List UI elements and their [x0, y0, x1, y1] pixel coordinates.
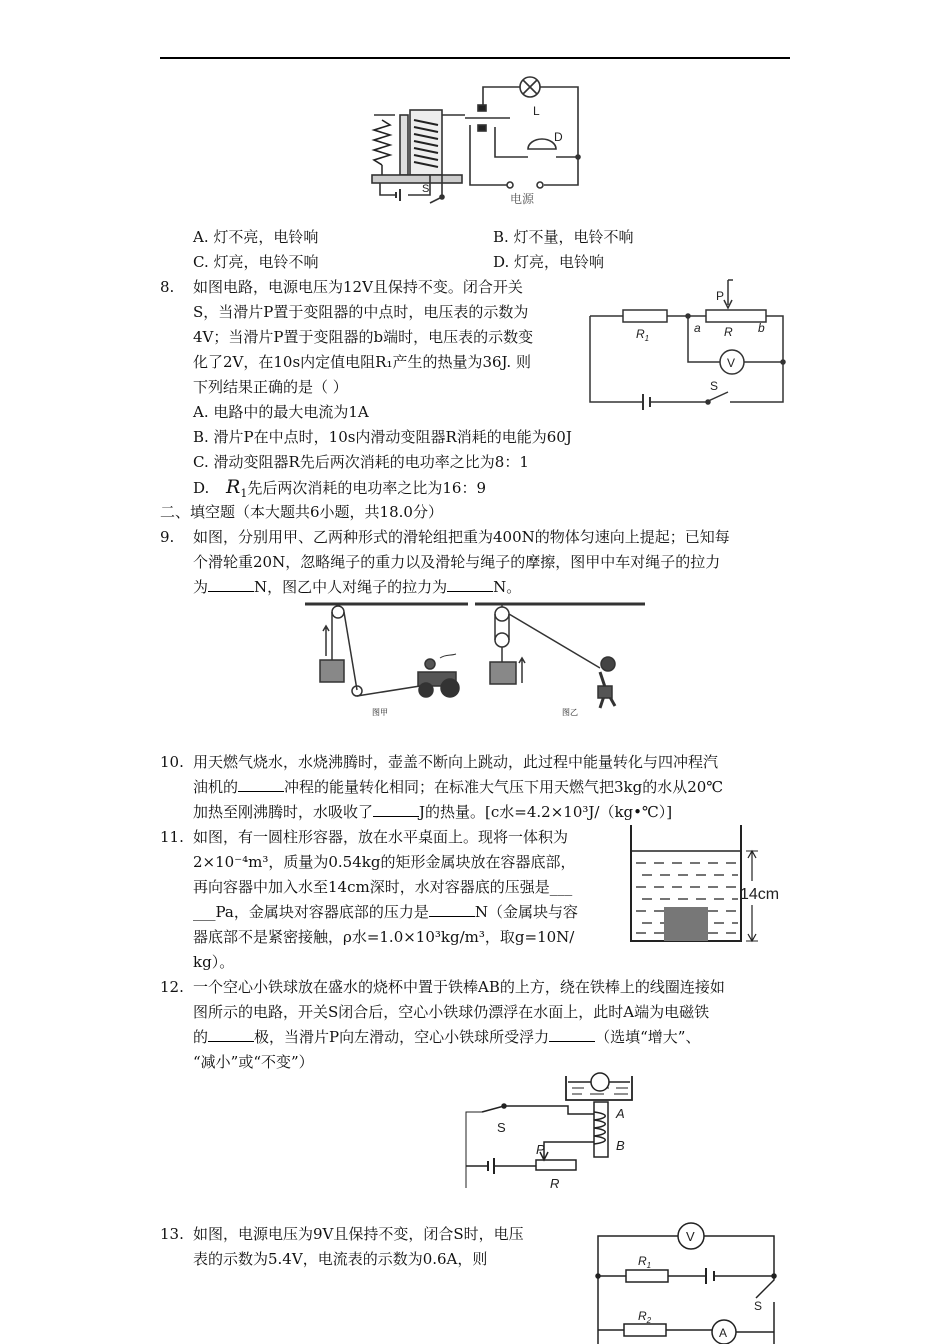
q13-line-2: 表的示数为5.4V，电流表的示数为0.6A，则	[193, 1250, 488, 1268]
q10-number: 10.	[160, 753, 184, 771]
q7-option-b: B. 灯不量，电铃不响	[493, 228, 634, 246]
q8-label-v: V	[727, 356, 736, 370]
q11-line-3: 再向容器中加入水至14cm深时，水对容器底的压强是___	[193, 878, 573, 896]
lamp-label: L	[533, 104, 540, 118]
q12-label-r: R	[550, 1176, 560, 1191]
q13-circuit-figure	[594, 1220, 784, 1344]
q8-circuit-figure	[588, 280, 788, 410]
q13-label-a: A	[719, 1326, 728, 1340]
section-heading: 二、填空题（本大题共6小题，共18.0分）	[160, 503, 443, 521]
q11-line-2: 2×10⁻⁴m³，质量为0.54kg的矩形金属块放在容器底部，	[193, 853, 576, 871]
q8-label-r1: $R_1$	[636, 327, 650, 343]
q13-label-r1: $R_1$	[638, 1254, 652, 1270]
q8-stem-line-2: S，当滑片P置于变阻器的中点时，电压表的示数为	[193, 303, 529, 321]
q13-label-r2: $R_2$	[638, 1309, 652, 1325]
q8-option-d-text: 先后两次消耗的电功率之比为16：9	[247, 479, 486, 497]
pulley-figure	[300, 598, 650, 720]
q8-option-d-sub: 1	[240, 487, 248, 500]
q8-stem-line-1: 如图电路，电源电压为12V且保持不变。闭合开关	[193, 278, 523, 296]
q12-line-2: 图所示的电路，开关S闭合后，空心小铁球仍漂浮在水面上，此时A端为电磁铁	[193, 1003, 710, 1021]
q12-line-4: “减小”或“不变”）	[193, 1053, 314, 1071]
q10-blank-1[interactable]	[238, 776, 284, 792]
q8-label-a: a	[694, 321, 701, 335]
q11-line-1: 如图，有一圆柱形容器，放在水平桌面上。现将一体积为	[193, 828, 569, 846]
q8-option-d-prefix: D.	[193, 479, 210, 497]
container-figure	[628, 823, 793, 945]
q12-blank-1[interactable]	[208, 1026, 254, 1042]
q11-line-5: 器底部不是紧密接触，ρ水=1.0×10³kg/m³，取g=10N/	[193, 928, 575, 946]
q7-option-c: C. 灯亮，电铃不响	[193, 253, 319, 271]
q9-blank-1[interactable]	[208, 576, 254, 592]
q12-number: 12.	[160, 978, 184, 996]
q7-option-a: A. 灯不亮，电铃响	[193, 228, 319, 246]
q9-line-2: 个滑轮重20N，忽略绳子的重力以及滑轮与绳子的摩擦，图甲中车对绳子的拉力	[193, 553, 721, 571]
q12-label-a: A	[616, 1106, 625, 1121]
q8-stem-line-5: 下列结果正确的是（ ）	[193, 378, 348, 396]
q11-line-6: kg）。	[193, 953, 235, 971]
q11-blank-2[interactable]	[429, 901, 475, 917]
q8-stem-line-4: 化了2V，在10s内定值电阻R₁产生的热量为36J. 则	[193, 353, 531, 371]
q8-option-a: A. 电路中的最大电流为1A	[193, 403, 369, 421]
q11-line-4: ___Pa，金属块对容器底部的压力是 N（金属块与容	[193, 903, 579, 921]
q12-line-1: 一个空心小铁球放在盛水的烧杯中置于铁棒AB的上方，绕在铁棒上的线圈连接如	[193, 978, 725, 996]
q12-blank-2[interactable]	[549, 1026, 595, 1042]
q8-label-r: R	[724, 325, 733, 339]
q12-label-b: B	[616, 1138, 625, 1153]
q10-line-3: 加热至刚沸腾时，水吸收了 J的热量。[c水=4.2×10³J/（kg•℃）]	[193, 803, 673, 821]
q13-label-v: V	[686, 1229, 695, 1244]
q9-line-1: 如图，分别用甲、乙两种形式的滑轮组把重为400N的物体匀速向上提起；已知每	[193, 528, 730, 546]
q8-option-c: C. 滑动变阻器R先后两次消耗的电功率之比为8：1	[193, 453, 529, 471]
power-label: 电源	[510, 192, 535, 206]
q8-number: 8.	[160, 278, 175, 296]
q9-blank-2[interactable]	[447, 576, 493, 592]
q12-label-p: P	[536, 1142, 545, 1157]
q8-stem-line-3: 4V；当滑片P置于变阻器的b端时，电压表的示数变	[193, 328, 534, 346]
q7-option-d: D. 灯亮，电铃响	[493, 253, 605, 271]
q13-number: 13.	[160, 1225, 184, 1243]
switch-label: S	[422, 183, 430, 195]
depth-label: 14cm	[740, 886, 780, 903]
header-rule	[160, 57, 790, 59]
q8-label-p: P	[716, 289, 725, 303]
bell-label: D	[554, 130, 563, 144]
electromagnet-figure	[464, 1070, 639, 1195]
q8-label-b: b	[758, 321, 765, 335]
q8-option-d-symbol: R	[226, 476, 241, 498]
q12-line-3: 的 极，当滑片P向左滑动，空心小铁球所受浮力 （选填“增大”、	[193, 1028, 701, 1046]
q12-label-s: S	[497, 1120, 506, 1135]
q11-number: 11.	[160, 828, 184, 846]
q9-number: 9.	[160, 528, 175, 546]
q8-option-b: B. 滑片P在中点时，10s内滑动变阻器R消耗的电能为60J	[193, 428, 572, 446]
q13-label-s: S	[754, 1299, 763, 1313]
q10-line-1: 用天燃气烧水，水烧沸腾时，壶盖不断向上跳动，此过程中能量转化与四冲程汽	[193, 753, 719, 771]
q10-line-2: 油机的 冲程的能量转化相同；在标准大气压下用天燃气把3kg的水从20℃	[193, 778, 724, 796]
q10-blank-2[interactable]	[373, 801, 419, 817]
relay-circuit-figure	[370, 75, 585, 210]
figure-right-caption: 图乙	[562, 708, 578, 717]
q9-line-3: 为 N，图乙中人对绳子的拉力为 N。	[193, 578, 522, 596]
figure-left-caption: 图甲	[372, 708, 388, 717]
q8-label-s: S	[710, 379, 719, 393]
q13-line-1: 如图，电源电压为9V且保持不变，闭合S时，电压	[193, 1225, 524, 1243]
